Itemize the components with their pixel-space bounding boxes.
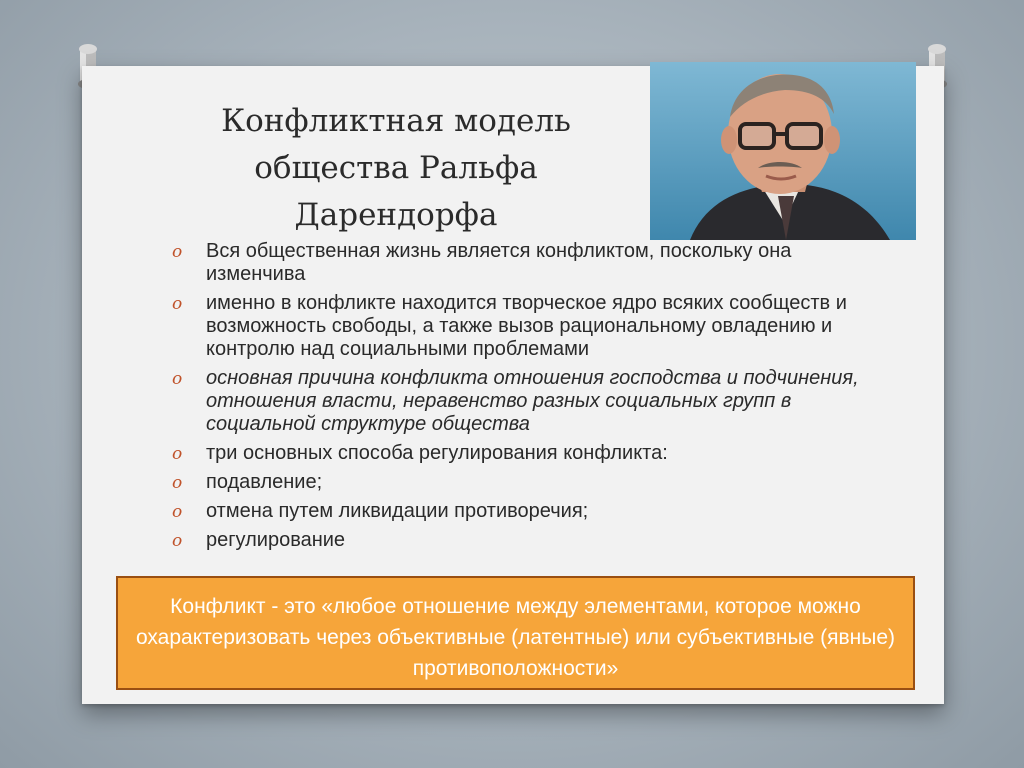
bullet-text: три основных способа регулирования конфликта: bbox=[206, 442, 668, 464]
list-item bbox=[172, 367, 872, 436]
slide-title: Конфликтная модель общества Ральфа Дарендорфа bbox=[221, 103, 571, 233]
list-item bbox=[172, 500, 872, 523]
ring-bullet-icon: o bbox=[172, 294, 183, 314]
bullet-text: регулирование bbox=[206, 529, 346, 551]
list-item bbox=[172, 442, 872, 465]
ring-bullet-icon: o bbox=[172, 531, 183, 551]
list-item bbox=[172, 292, 872, 361]
definition-box: Конфликт - это «любое отношение между элементами, которое можно охарактеризовать через объективные (латентные) или субъективные (явные) противоположности» bbox=[116, 576, 915, 690]
bullet-text: Вся общественная жизнь является конфликтом, поскольку она изменчива bbox=[206, 240, 792, 285]
bullet-text: именно в конфликте находится творческое ядро всяких сообществ и возможность свободы, а также вызов рациональному овладению и контролю над социальными проблемами bbox=[206, 292, 847, 360]
list-item bbox=[172, 471, 872, 494]
bullet-text: основная причина конфликта отношения господства и подчинения, отношения власти, неравенство разных социальных групп в социальной структуре общества bbox=[206, 367, 859, 435]
ring-bullet-icon: o bbox=[172, 502, 183, 522]
list-item bbox=[172, 529, 872, 552]
list-item bbox=[172, 240, 872, 286]
bullet-list bbox=[172, 240, 872, 558]
portrait-photo bbox=[650, 62, 916, 240]
ring-bullet-icon: o bbox=[172, 473, 183, 493]
bullet-text: подавление; bbox=[206, 471, 323, 493]
ring-bullet-icon: o bbox=[172, 369, 183, 389]
ring-bullet-icon: o bbox=[172, 242, 183, 262]
portrait-illustration bbox=[650, 62, 916, 240]
ring-bullet-icon: o bbox=[172, 444, 183, 464]
bullet-text: отмена путем ликвидации противоречия; bbox=[206, 500, 589, 522]
